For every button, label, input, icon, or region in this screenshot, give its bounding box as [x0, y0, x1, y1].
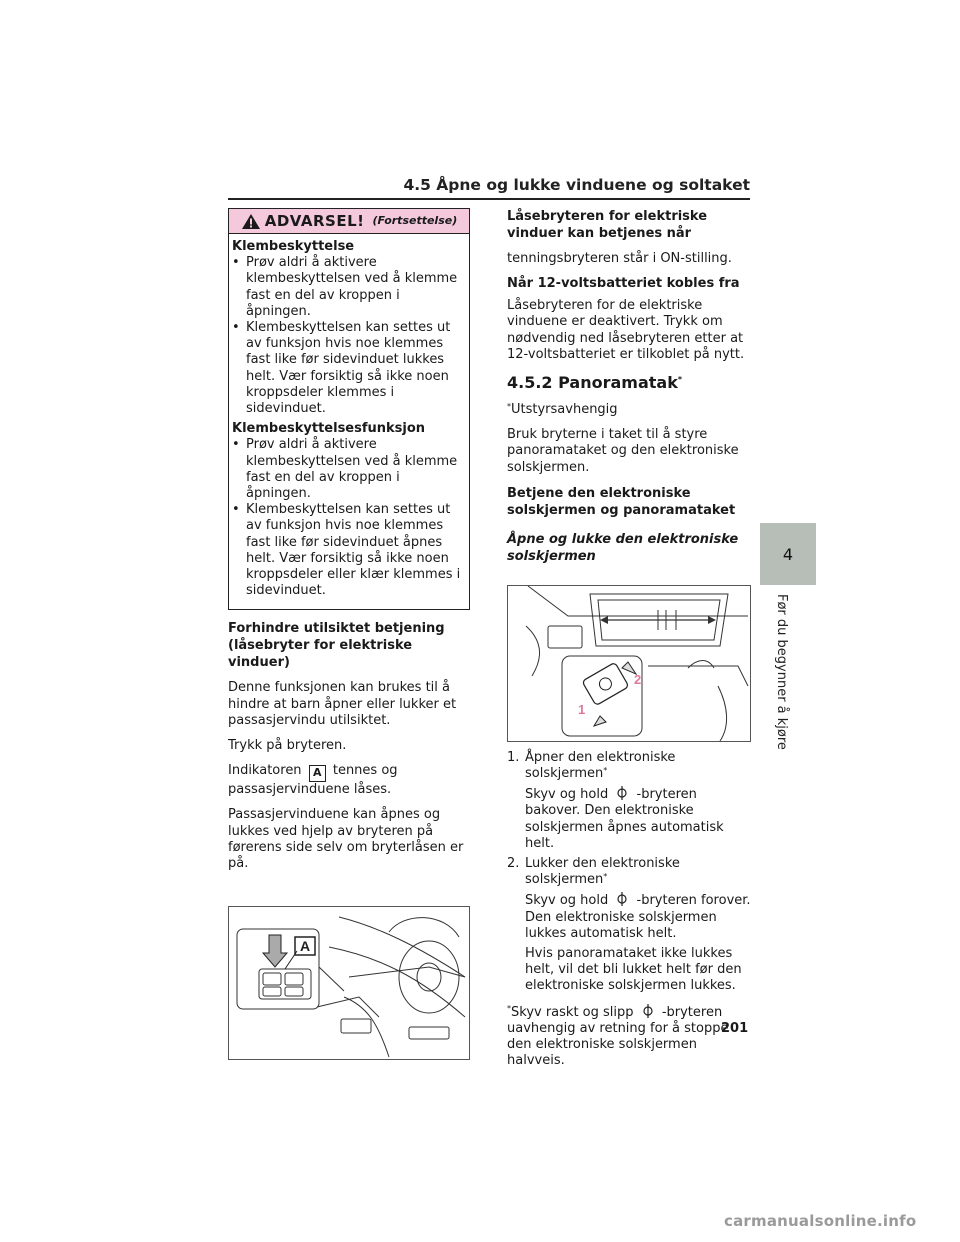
- list-item: • Prøv aldri å aktivere klembeskyttelsen ved å klemme fast en del av kroppen i åpningen.: [232, 255, 458, 319]
- chapter-tab: 4: [760, 523, 816, 585]
- page-number: 201: [721, 1021, 749, 1036]
- indicator-label: A: [309, 765, 326, 782]
- figure-label-2: 2: [634, 671, 642, 687]
- warning-subheading: Klembeskyttelse: [232, 239, 355, 254]
- door-panel-drawing: [229, 907, 469, 1059]
- list-item: • Prøv aldri å aktivere klembeskyttelsen ved å klemme fast en del av kroppen i åpningen.: [232, 437, 458, 502]
- left-column: [228, 208, 470, 1060]
- warning-header: [229, 209, 469, 234]
- running-header: 4.5 Åpne og lukke vinduene og soltaket: [403, 176, 750, 194]
- warning-list: [232, 255, 463, 417]
- warning-box: [228, 208, 470, 610]
- operation-text: tenningsbryteren står i ON-stilling.: [507, 251, 732, 266]
- step-extra: Hvis panoramataket ikke lukkes helt, vil det bli lukket helt før den elektroniske solskjermen lukkes.: [525, 946, 742, 994]
- section-intro: Bruk bryterne i taket til å styre panoramataket og den elektroniske solskjermen.: [507, 427, 739, 475]
- section-title: 4.5.2 Panoramatak*: [507, 373, 683, 393]
- warning-continued: (Fortsettelse): [372, 213, 458, 227]
- sunshade-switch-icon: [614, 892, 630, 906]
- warning-list: [232, 437, 463, 599]
- chapter-label: Før du begynner å kjøre: [774, 594, 789, 750]
- figure-label-1: 1: [578, 701, 586, 717]
- lock-press: Trykk på bryteren.: [228, 738, 347, 754]
- equipment-note: *Utstyrsavhengig: [507, 402, 618, 418]
- right-column: [507, 208, 751, 1069]
- lock-note: Passasjervinduene kan åpnes og lukkes ved hjelp av bryteren på førerens side selv om bryterlåsen er på.: [228, 807, 464, 872]
- list-item: • Klembeskyttelsen kan settes ut av funksjon hvis noe klemmes fast like før sidevinduet åpnes helt. Vær forsiktig så ikke noen kroppsdeler eller klær klemmes i sidevinduet.: [232, 502, 461, 599]
- lock-heading: Forhindre utilsiktet betjening (låsebryter for elektriske vinduer): [228, 621, 445, 671]
- step-item: 1. Åpner den elektroniske solskjermen*: [507, 749, 676, 782]
- warning-title: ADVARSEL!: [264, 211, 365, 230]
- step-detail: Skyv og hold -bryteren bakover. Den elektroniske solskjermen åpnes automatisk helt.: [525, 787, 724, 851]
- battery-heading: Når 12-voltsbatteriet kobles fra: [507, 276, 740, 292]
- window-lock-switch-illustration: [228, 906, 470, 1060]
- operation-heading: Låsebryteren for elektriske vinduer kan betjenes når: [507, 209, 708, 241]
- step-list: [507, 856, 751, 888]
- sub-heading: Betjene den elektroniske solskjermen og panoramataket: [507, 485, 736, 518]
- lock-intro: Denne funksjonen kan brukes til å hindre at barn åpner eller lukker et passasjervindu utilsiktet.: [228, 680, 457, 728]
- battery-text: Låsebryteren for de elektriske vinduene er deaktivert. Trykk om nødvendig ned låsebryteren etter at 12-voltsbatteriet er tilkoblet på nytt.: [507, 298, 745, 362]
- list-item: • Klembeskyttelsen kan settes ut av funksjon hvis noe klemmes fast like før sidevinduet lukkes helt. Vær forsiktig så ikke noen kroppsdeler klemmes i sidevinduet.: [232, 320, 451, 417]
- sunshade-switch-icon: [614, 786, 630, 800]
- step-item: 2. Lukker den elektroniske solskjermen*: [507, 856, 680, 888]
- figure-callout-a: A: [299, 938, 311, 955]
- sunshade-switch-icon: [640, 1004, 656, 1018]
- step-list: [507, 750, 751, 782]
- step-detail: Skyv og hold -bryteren forover. Den elektroniske solskjermen lukkes automatisk helt.: [525, 893, 751, 941]
- header-rule: [228, 198, 750, 200]
- watermark: carmanualsonline.info: [724, 1212, 917, 1230]
- italic-heading: Åpne og lukke den elektroniske solskjermen: [507, 531, 739, 564]
- footnote: *Skyv raskt og slipp -bryteren uavhengig av retning for å stoppe den elektroniske solskjermen halvveis.: [507, 1003, 729, 1069]
- roof-console-drawing: [508, 586, 750, 741]
- warning-body: [229, 234, 469, 599]
- lock-indicator: Indikatoren A tennes og passasjervinduene låses.: [228, 763, 398, 798]
- warning-triangle-icon: [241, 213, 261, 230]
- warning-subheading: Klembeskyttelsesfunksjon: [232, 421, 426, 437]
- sunshade-switch-illustration: [507, 585, 751, 742]
